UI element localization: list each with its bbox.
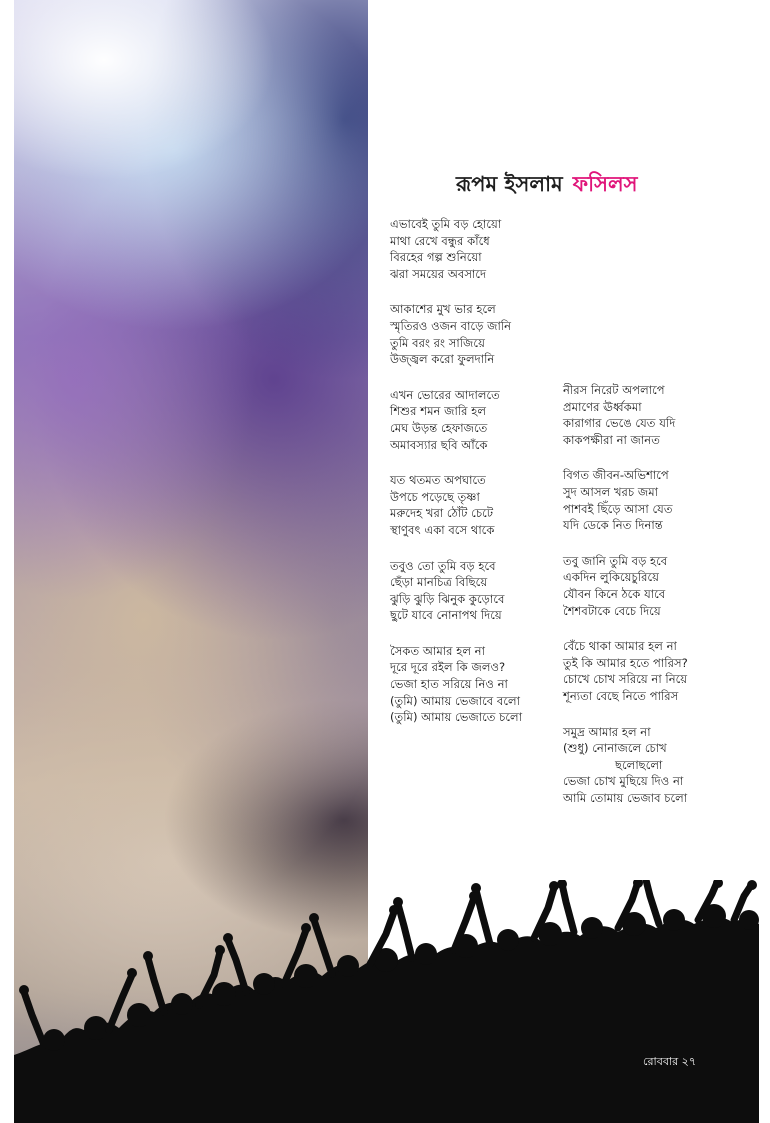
lyric-line: মরুদেহ খরা ঠোঁট চেটে (390, 506, 494, 521)
lyric-line: ঝুড়ি ঝুড়ি ঝিনুক কুড়োবে (390, 591, 505, 606)
crowd-silhouette (14, 880, 759, 1123)
lyric-line: তবু জানি তুমি বড় হবে (563, 553, 668, 568)
stanza (563, 382, 688, 448)
stanza (563, 467, 688, 533)
lyric-line: নীরস নিরেট অপলাপে (563, 383, 665, 397)
stanza (390, 301, 522, 367)
stanza (390, 472, 522, 538)
stanza (390, 643, 522, 726)
lyric-line: (তুমি) আমায় ভেজাবে বলো (390, 693, 521, 708)
lyric-line: ঝরা সময়ের অবসাদে (390, 266, 487, 281)
lyric-line: আকাশের মুখ ভার হলে (390, 302, 496, 317)
lyric-line: স্মৃতিরও ওজন বাড়ে জানি (390, 318, 512, 333)
lyric-line: বিরহের গল্প শুনিয়ো (390, 250, 482, 265)
stanza (563, 724, 688, 807)
lyric-line: মেঘ উড়ন্ত হেফাজতে (390, 420, 488, 435)
author-name: রূপম ইসলাম (456, 172, 563, 196)
lyric-line: ছেঁড়া মানচিত্র বিছিয়ে (390, 575, 488, 590)
lyric-line: শিশুর শমন জারি হল (390, 404, 486, 419)
lyric-line: যত থতমত অপঘাতে (390, 473, 486, 488)
lyric-line: এখন ভোরের আদালতে (390, 387, 500, 402)
stanza (390, 216, 522, 282)
lyric-line: উজ্জ্বল করো ফুলদানি (390, 352, 495, 367)
lyric-line: শৈশবটাকে বেচে দিয়ে (563, 603, 661, 618)
lyric-line: দূরে দূরে রইল কি জলও? (390, 660, 506, 675)
lyric-line: বিগত জীবন-অভিশাপে (563, 468, 669, 483)
lyric-line: প্রমাণের ঊর্ধ্বকমা (563, 399, 642, 414)
lyric-line: পাশবই ছিঁড়ে আসা যেত (563, 501, 673, 516)
lyric-line: ভেজা হাত সরিয়ে নিও না (390, 677, 508, 692)
lyric-line: ছুটে যাবে নোনাপথ দিয়ে (390, 608, 502, 623)
lyric-line: তুমি বরং রং সাজিয়ে (390, 335, 485, 350)
poem-title (456, 168, 637, 203)
lyric-line: অমাবস্যার ছবি আঁকে (390, 437, 488, 452)
lyric-line: সৈকত আমার হল না (390, 643, 485, 658)
lyric-line: ভেজা চোখ মুছিয়ে দিও না (563, 774, 684, 789)
lyrics-column-left (390, 216, 522, 745)
lyric-line: উপচে পড়েছে তৃষ্ণা (390, 489, 480, 504)
stanza (390, 558, 522, 624)
lyric-line: শূন্যতা বেছে নিতে পারিস (563, 688, 679, 703)
lyric-line: কারাগার ভেঙে যেত যদি (563, 416, 676, 431)
lyric-line: (শুধু) নোনাজলে চোখ (563, 741, 667, 756)
lyric-line: মাথা রেখে বন্ধুর কাঁধে (390, 233, 490, 248)
lyric-line: কাকপক্ষীরা না জানত (563, 432, 660, 447)
lyric-line: যদি ডেকে নিত দিনান্ত (563, 518, 663, 533)
band-name: ফসিলস (572, 172, 638, 196)
stanza (563, 638, 688, 704)
lyric-line: (তুমি) আমায় ভেজাতে চলো (390, 710, 523, 725)
lyric-line: স্থাণুবৎ একা বসে থাকে (390, 522, 495, 537)
lyric-line: একদিন লুকিয়েচুরিয়ে (563, 570, 659, 585)
lyric-line: চোখে চোখ সরিয়ে না নিয়ে (563, 672, 688, 687)
lyric-line: যৌবন কিনে ঠকে যাবে (563, 586, 666, 601)
lyric-line: আমি তোমায় ভেজাব চলো (563, 790, 688, 805)
lyric-line: সমুদ্র আমার হল না (563, 724, 651, 739)
lyric-line: বেঁচে থাকা আমার হল না (563, 639, 677, 654)
page-folio: রোববার ২৭ (643, 1055, 696, 1068)
lyric-line: ছলোছলো (615, 757, 663, 772)
lyric-line: তবুও তো তুমি বড় হবে (390, 558, 496, 573)
lyric-line: সুদ আসল খরচ জমা (563, 484, 659, 499)
stanza (563, 553, 688, 619)
lyric-line: এভাবেই তুমি বড় হোয়ো (390, 217, 502, 231)
stanza (390, 387, 522, 453)
lyrics-column-right (563, 382, 688, 825)
lyric-line: তুই কি আমার হতে পারিস? (563, 655, 688, 670)
